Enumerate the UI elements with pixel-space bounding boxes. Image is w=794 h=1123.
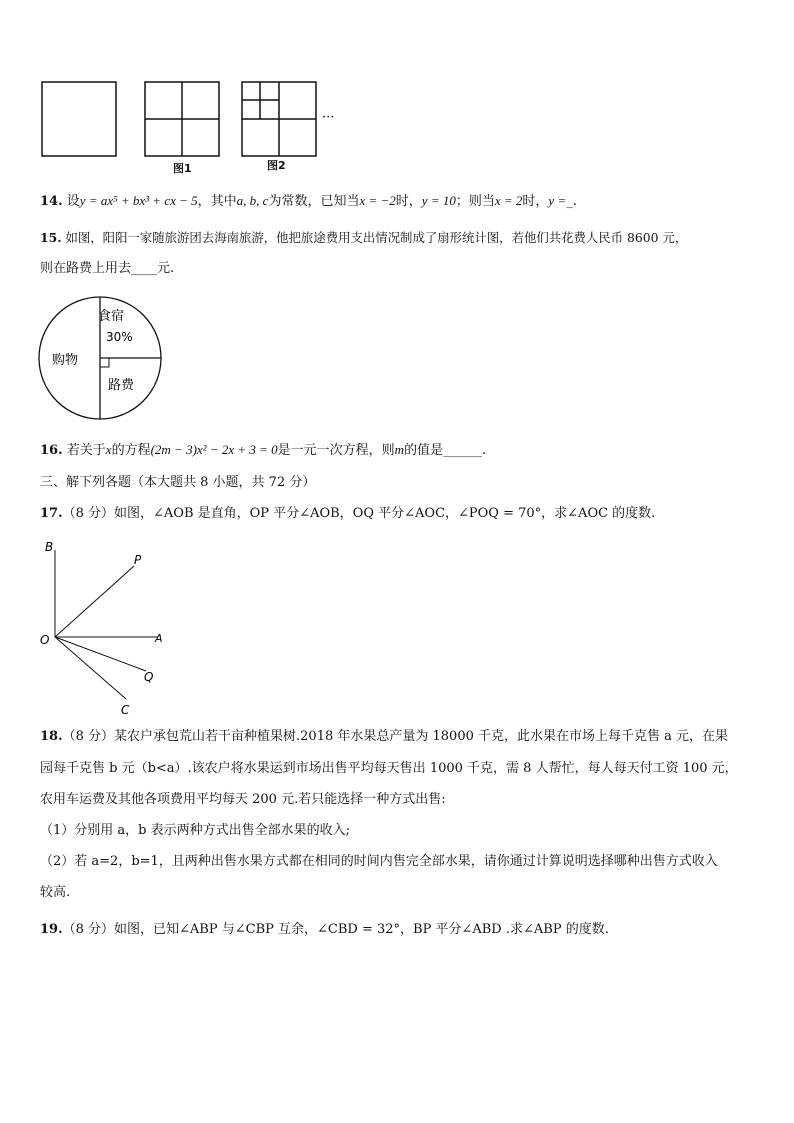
math-expression: y = ax⁵ + bx³ + cx − 5 [79, 193, 198, 208]
text: （8 分）如图，∠AOB 是直角，OP 平分∠AOB，OQ 平分∠AOC，∠POQ = 70°，求∠AOC 的度数. [62, 506, 656, 521]
text: 的值是______. [404, 443, 487, 458]
text: （1）分别用 a，b 表示两种方式出售全部水果的收入; [40, 823, 350, 838]
point-label-o: O [40, 633, 50, 647]
figure-2-label: 图2 [267, 159, 286, 172]
text: ；则当 [455, 194, 495, 209]
question-18-line-3 [40, 791, 446, 809]
angle-figure-svg [36, 536, 176, 720]
question-18-line-2 [40, 760, 738, 778]
question-number: 16. [40, 443, 63, 458]
question-number: 18. [40, 729, 63, 744]
text: 时， [522, 194, 549, 209]
text: （8 分）某农户承包荒山若干亩种植果树.2018 年水果总产量为 18000 千克，此水果在市场上每千克售 a 元，在果 [62, 729, 729, 744]
question-17 [40, 505, 655, 523]
question-18-sub-1 [40, 822, 350, 840]
point-label-p: P [134, 553, 142, 567]
pie-svg [38, 296, 166, 422]
question-number: 15. [40, 230, 62, 245]
square-0 [42, 82, 116, 156]
question-15-line-2 [40, 260, 174, 278]
angle-figure [36, 536, 176, 720]
square-1 [145, 82, 219, 156]
pie-label-food: 食宿 [98, 309, 125, 324]
point-label-c: C [121, 703, 130, 717]
question-number: 14. [40, 194, 63, 209]
math-expression: x = −2 [359, 193, 396, 208]
text: 时， [395, 194, 422, 209]
section-3-heading: 三、解下列各题（本大题共 8 小题，共 72 分） [40, 475, 316, 490]
math-expression: x [105, 442, 112, 457]
pie-label-food-pct: 30% [106, 330, 133, 344]
question-number: 19. [40, 922, 63, 937]
question-14 [40, 192, 577, 211]
pie-chart [38, 296, 166, 422]
text: （2）若 a=2，b=1，且两种出售水果方式都在相同的时间内售完全部水果，请你通过计算说明选择哪种出售方式收入 [40, 854, 718, 869]
text: ，其中 [197, 194, 237, 209]
text: 园每千克售 b 元（b<a）.该农户将水果运到市场出售平均每天售出 1000 千克，需 8 人帮忙，每人每天付工资 100 元， [40, 761, 738, 776]
question-15-line-1 [40, 229, 687, 247]
math-expression: x = 2 [494, 193, 523, 208]
text: 较高. [40, 885, 71, 900]
right-angle-mark [100, 358, 109, 367]
question-18-sub-2-line-1 [40, 853, 718, 871]
question-18-sub-2-line-2 [40, 884, 70, 902]
text: 则在路费上用去____元. [40, 261, 175, 276]
question-18-line-1 [40, 728, 728, 746]
question-16 [40, 441, 486, 460]
square-figures [40, 80, 340, 180]
math-expression: (2m − 3)x² − 2x + 3 = 0 [150, 442, 278, 457]
ray-oc [55, 637, 126, 699]
question-number: 17. [40, 506, 63, 521]
math-expression: y = 10 [421, 193, 456, 208]
point-label-q: Q [144, 670, 154, 684]
question-19 [40, 921, 609, 939]
square-2 [242, 82, 316, 156]
figure-1-label: 图1 [173, 162, 192, 175]
text: 的方程 [111, 443, 151, 458]
pie-label-travel: 路费 [108, 378, 135, 393]
text: （8 分）如图，已知∠ABP 与∠CBP 互余，∠CBD = 32°，BP 平分∠ABD .求∠ABP 的度数. [62, 922, 609, 937]
math-expression: m [394, 442, 405, 457]
ray-op [55, 566, 134, 637]
text: 若关于 [66, 443, 106, 458]
math-expression: y = [548, 193, 567, 208]
pie-label-shopping: 购物 [52, 353, 79, 368]
text: 设 [66, 194, 80, 209]
text: 是一元一次方程，则 [277, 443, 395, 458]
point-label-a: A [155, 632, 163, 645]
math-expression: a, b, c [236, 193, 269, 208]
answer-blank: _. [566, 194, 577, 209]
ray-oq [55, 637, 146, 671]
text: 如图，阳阳一家随旅游团去海南旅游，他把旅途费用支出情况制成了扇形统计图，若他们共花费人民币 8600 元， [65, 230, 688, 245]
text: 为常数，已知当 [268, 194, 360, 209]
point-label-b: B [45, 540, 54, 554]
ellipsis: ··· [322, 110, 335, 125]
text: 农用车运费及其他各项费用平均每天 200 元.若只能选择一种方式出售: [40, 792, 446, 807]
